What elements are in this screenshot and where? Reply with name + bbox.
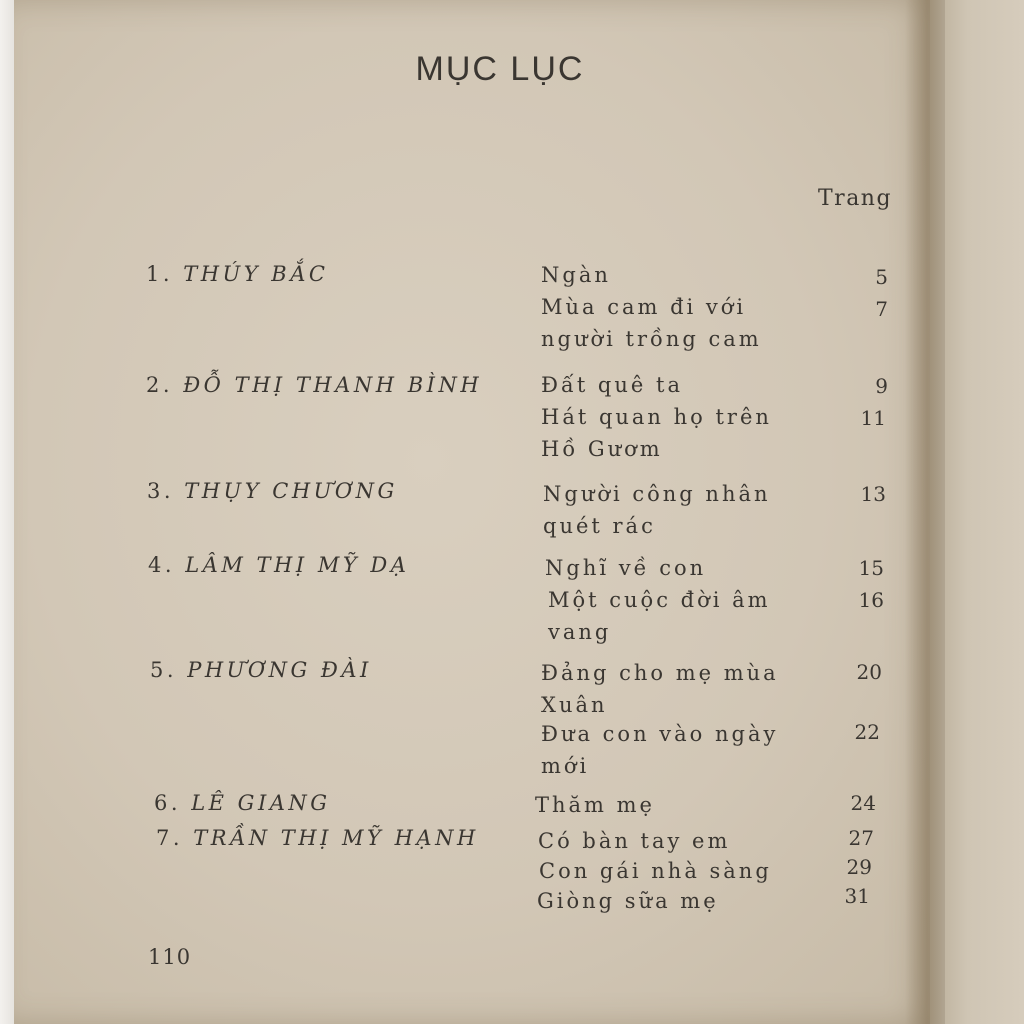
toc-poem-title: Đất quê ta [541, 373, 683, 397]
book-page [14, 0, 934, 1024]
toc-page-number: 5 [875, 265, 888, 289]
toc-poem-title: Giòng sữa mẹ [537, 889, 719, 913]
toc-author: 7. TRẦN THỊ MỸ HẠNH [156, 826, 479, 850]
toc-author: 1. THÚY BẮC [146, 262, 329, 286]
toc-author: 3. THỤY CHƯƠNG [147, 479, 398, 503]
page-column-label: Trang [818, 186, 893, 211]
toc-author: 4. LÂM THỊ MỸ DẠ [148, 553, 410, 577]
toc-page-number: 31 [844, 884, 870, 908]
page-number: 110 [148, 945, 192, 969]
toc-poem-title: Đưa con vào ngày mới [541, 722, 779, 778]
toc-page-number: 15 [858, 556, 884, 580]
page-gutter [905, 0, 945, 1024]
toc-poem-title: Một cuộc đời âm vang [548, 588, 771, 644]
toc-page-number: 13 [860, 482, 886, 506]
toc-page-number: 27 [848, 826, 874, 850]
toc-poem-title: Con gái nhà sàng [539, 859, 772, 883]
toc-author: 5. PHƯƠNG ĐÀI [150, 658, 372, 682]
toc-page-number: 9 [875, 374, 888, 398]
toc-page-number: 20 [856, 660, 882, 684]
toc-poem-title: Ngàn [541, 263, 611, 287]
toc-poem-title: Hát quan họ trên Hồ Gươm [541, 405, 772, 461]
toc-author: 6. LÊ GIANG [154, 791, 331, 815]
toc-poem-title: Có bàn tay em [538, 829, 731, 853]
toc-page-number: 16 [858, 588, 884, 612]
toc-page-number: 24 [850, 791, 876, 815]
toc-page-number: 22 [854, 720, 880, 744]
toc-poem-title: Nghĩ về con [545, 556, 707, 580]
page-title: MỤC LỤC [415, 50, 585, 88]
toc-poem-title: Người công nhân quét rác [543, 482, 771, 538]
toc-author: 2. ĐỖ THỊ THANH BÌNH [146, 373, 483, 397]
toc-page-number: 11 [860, 406, 886, 430]
toc-page-number: 7 [875, 297, 888, 321]
toc-page-number: 29 [846, 855, 872, 879]
toc-poem-title: Đảng cho mẹ mùa Xuân [541, 661, 779, 717]
toc-poem-title: Mùa cam đi với người trồng cam [541, 295, 762, 351]
toc-poem-title: Thăm mẹ [535, 793, 655, 817]
